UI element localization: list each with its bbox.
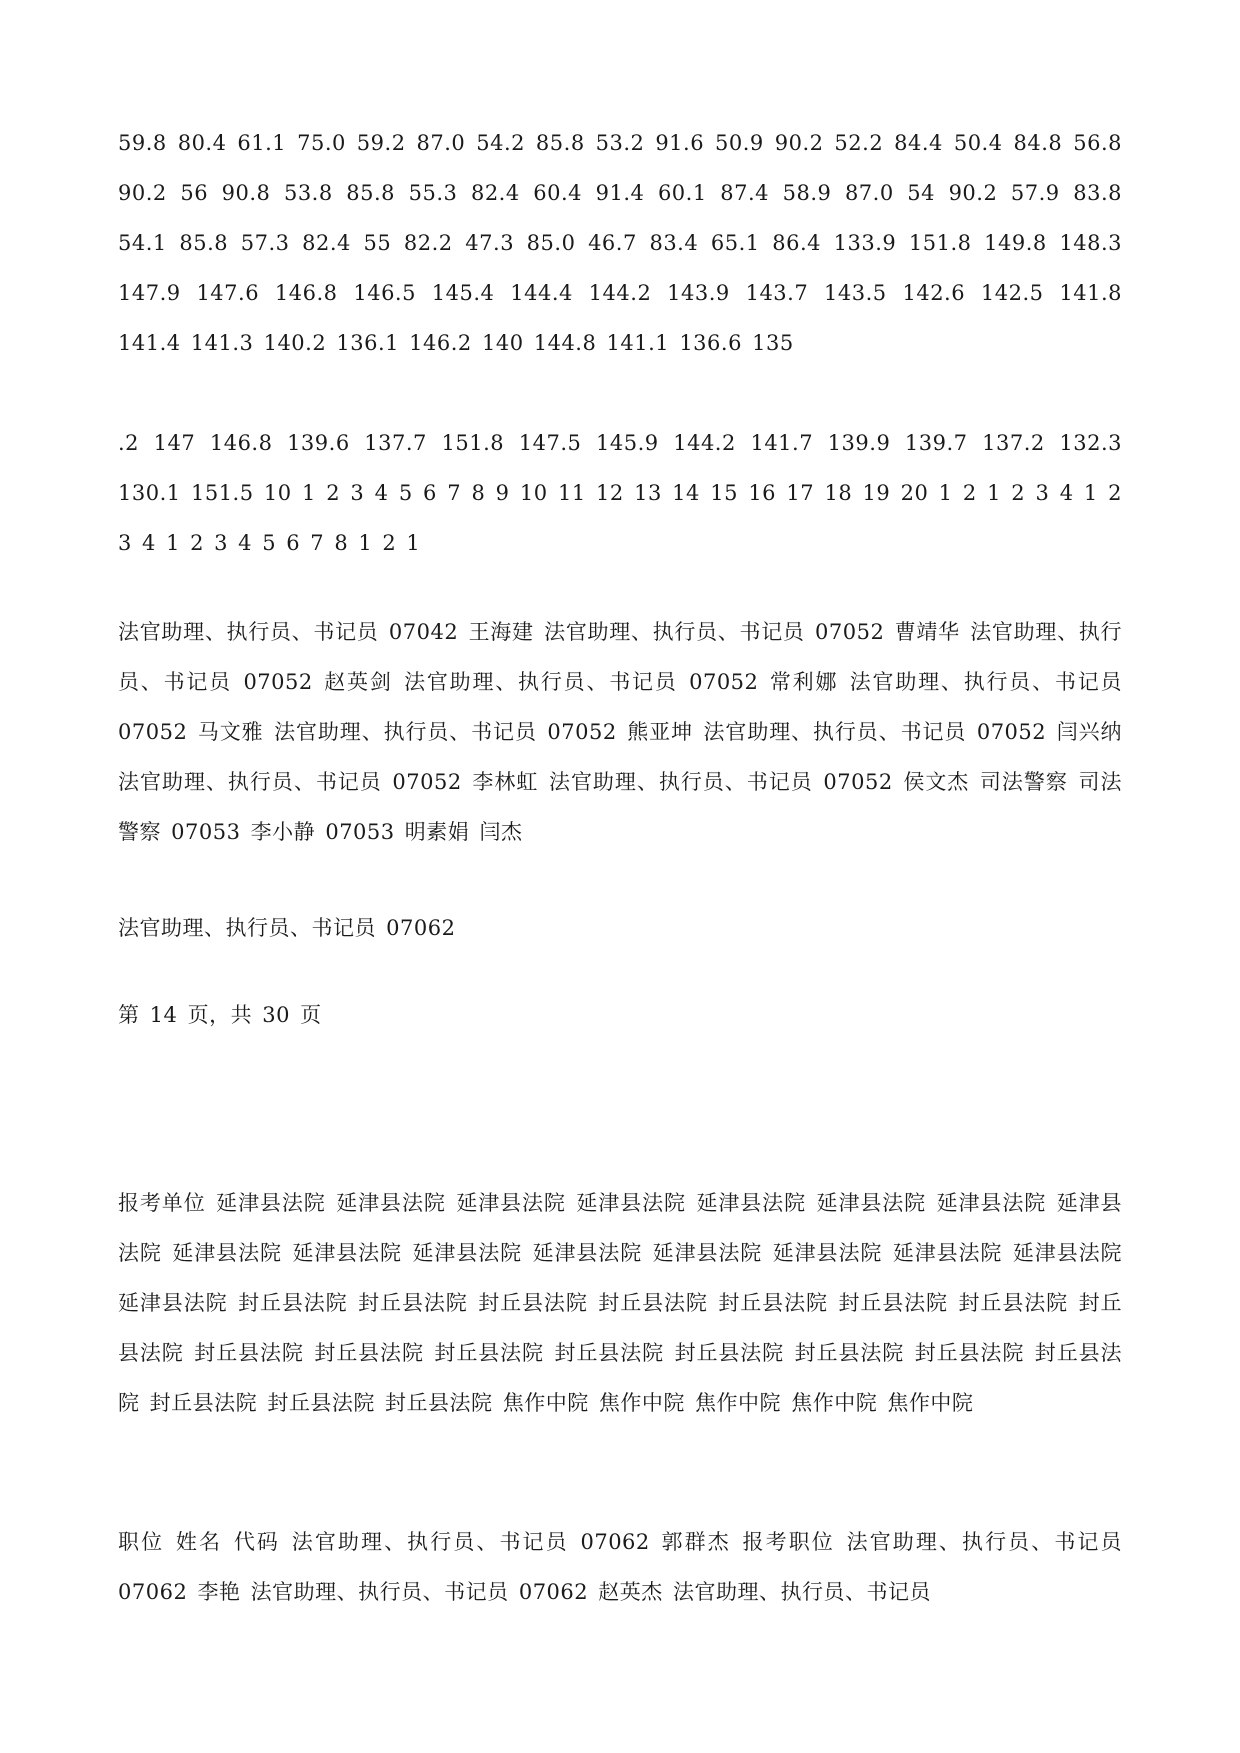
score-numbers-paragraph: 59.8 80.4 61.1 75.0 59.2 87.0 54.2 85.8 53.2 91.6 50.9 90.2 52.2 84.4 50.4 84.8 56.8 90.2 56 90.8 53.8 85.8 55.3 82.4 60.4 91.4 60.1 87.4 58.9 87.0 54 90.2 57.9 83.8 54.1 85.8 57.3 82.4 55 82.2 47.3 85.0 46.7 83.4 65.1 86.4 133.9 151.8 149.8 148.3 147.9 147.6 146.8 146.5 145.4 144.4 144.2 143.9 143.7 143.5 142.6 142.5 141.8 141.4 141.3 140.2 136.1 146.2 140 144.8 141.1 136.6 135 xyxy=(118,131,1122,355)
employer-units-paragraph: 报考单位 延津县法院 延津县法院 延津县法院 延津县法院 延津县法院 延津县法院 延津县法院 延津县法院 延津县法院 延津县法院 延津县法院 延津县法院 延津县法院 延津县法院 延津县法院 延津县法院 延津县法院 封丘县法院 封丘县法院 封丘县法院 封丘县法院 封丘县法院 封丘县法院 封丘县法院 封丘县法院 封丘县法院 封丘县法院 封丘县法院 封丘县法院 封丘县法院 封丘县法院 封丘县法院 封丘县法院 封丘县法院 封丘县法院 封丘县法院 焦作中院 焦作中院 焦作中院 焦作中院 焦作中院 xyxy=(118,1191,1122,1415)
position-name-code-paragraph: 职位 姓名 代码 法官助理、执行员、书记员 07062 郭群杰 报考职位 法官助理、执行员、书记员 07062 李艳 法官助理、执行员、书记员 07062 赵英杰 法官助理、执行员、书记员 xyxy=(118,1530,1122,1604)
page-number: 第 14 页，共 30 页 xyxy=(118,1003,322,1027)
rank-numbers-paragraph: .2 147 146.8 139.6 137.7 151.8 147.5 145.9 144.2 141.7 139.9 139.7 137.2 132.3 130.1 151.5 10 1 2 3 4 5 6 7 8 9 10 11 12 13 14 15 16 17 18 19 20 1 2 1 2 3 4 1 2 3 4 1 2 3 4 5 6 7 8 1 2 1 xyxy=(118,431,1122,555)
position-code-line: 法官助理、执行员、书记员 07062 xyxy=(118,916,456,940)
position-names-paragraph: 法官助理、执行员、书记员 07042 王海建 法官助理、执行员、书记员 07052 曹靖华 法官助理、执行员、书记员 07052 赵英剑 法官助理、执行员、书记员 07052 常利娜 法官助理、执行员、书记员 07052 马文雅 法官助理、执行员、书记员 07052 熊亚坤 法官助理、执行员、书记员 07052 闫兴纳 法官助理、执行员、书记员 07052 李林虹 法官助理、执行员、书记员 07052 侯文杰 司法警察 司法警察 07053 李小静 07053 明素娟 闫杰 xyxy=(118,620,1122,844)
